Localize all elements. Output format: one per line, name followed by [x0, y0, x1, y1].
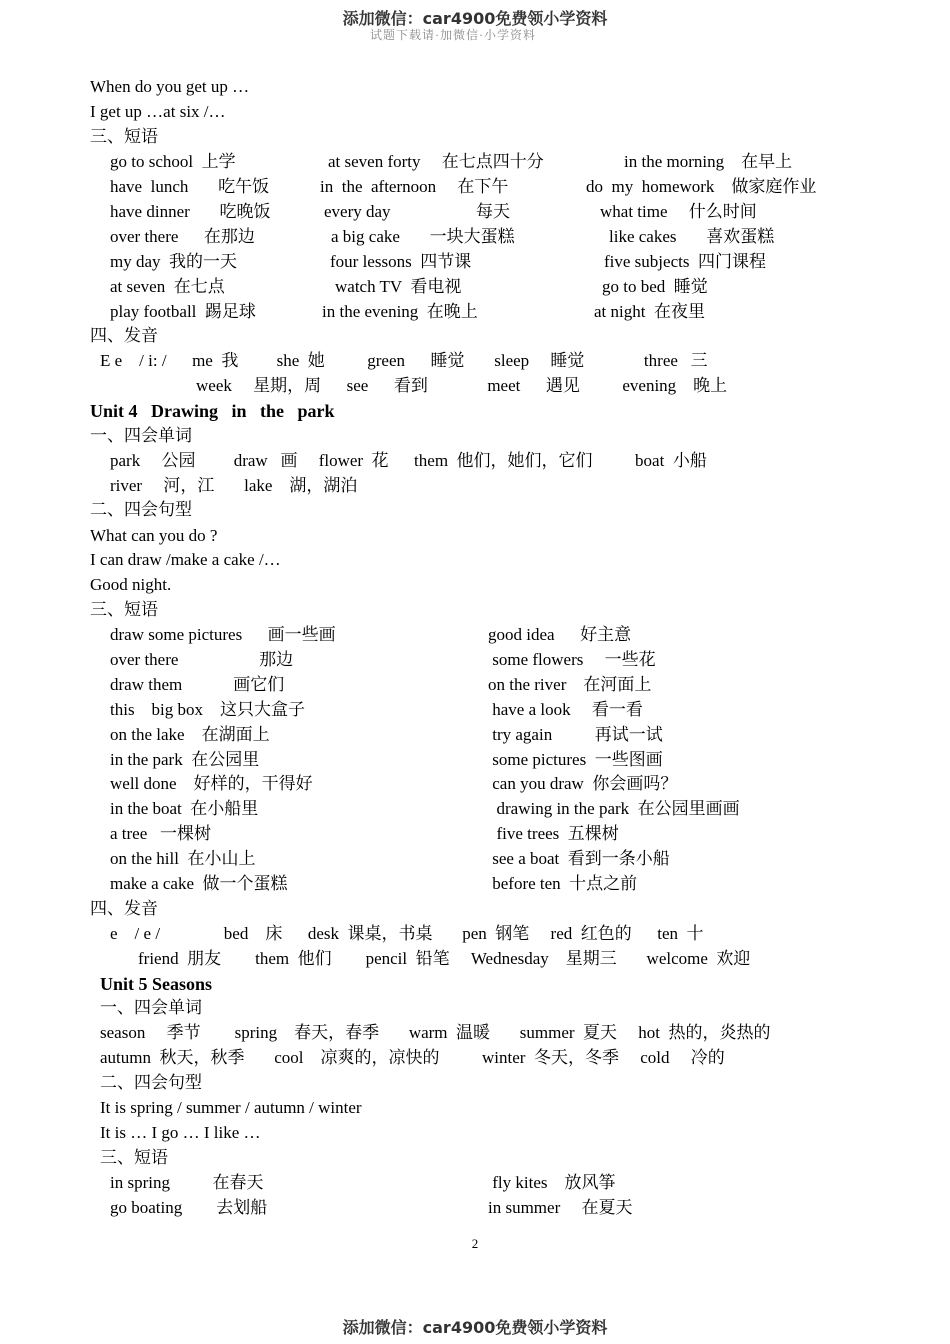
- phrase: this big box 这只大盒子: [110, 700, 306, 719]
- section-heading: 二、四会句型: [90, 500, 192, 519]
- phrase: my day 我的一天: [110, 252, 238, 271]
- phrase: what time 什么时间: [600, 202, 757, 221]
- phrase: fly kites 放风筝: [488, 1173, 616, 1192]
- section-heading: 三、短语: [90, 600, 158, 619]
- phrase: some flowers 一些花: [488, 650, 656, 669]
- word-line: park 公园 draw 画 flower 花 them 他们，她们，它们 boat 小船: [110, 451, 707, 470]
- phrase: on the lake 在湖面上: [110, 725, 270, 744]
- section-heading: 三、短语: [90, 127, 158, 146]
- sentence: When do you get up …: [90, 77, 250, 96]
- phrase: at night 在夜里: [594, 302, 705, 321]
- section-heading: 一、四会单词: [90, 426, 192, 445]
- phrase: have lunch 吃午饭: [110, 177, 270, 196]
- phrase: have dinner 吃晚饭: [110, 202, 271, 221]
- sentence: It is … I go … I like …: [100, 1123, 261, 1142]
- phrase: do my homework 做家庭作业: [586, 177, 817, 196]
- phrase: four lessons 四节课: [330, 252, 472, 271]
- pronunciation-line: E e / i: / me 我 she 她 green 睡觉 sleep 睡觉 three 三: [100, 351, 708, 370]
- phrase: a tree 一棵树: [110, 824, 212, 843]
- phrase: five subjects 四门课程: [604, 252, 766, 271]
- phrase: a big cake 一块大蛋糕: [331, 227, 515, 246]
- phrase: in summer 在夏天: [488, 1198, 633, 1217]
- phrase: draw some pictures 画一些画: [110, 625, 336, 644]
- phrase: at seven 在七点: [110, 277, 225, 296]
- faint-header: 试题下载请·加微信·小学资料: [370, 28, 536, 42]
- section-heading: 二、四会句型: [100, 1073, 202, 1092]
- word-line: river 河，江 lake 湖，湖泊: [110, 476, 358, 495]
- phrase: draw them 画它们: [110, 675, 285, 694]
- phrase: good idea 好主意: [488, 625, 632, 644]
- phrase: watch TV 看电视: [335, 277, 462, 296]
- phrase: in the park 在公园里: [110, 750, 260, 769]
- phrase: some pictures 一些图画: [488, 750, 663, 769]
- pronunciation-line: friend 朋友 them 他们 pencil 铅笔 Wednesday 星期三 welcome 欢迎: [138, 949, 751, 968]
- word-line: autumn 秋天，秋季 cool 凉爽的，凉快的 winter 冬天，冬季 cold 冷的: [100, 1048, 725, 1067]
- phrase: before ten 十点之前: [488, 874, 638, 893]
- section-heading: 三、短语: [100, 1148, 168, 1167]
- phrase: make a cake 做一个蛋糕: [110, 874, 288, 893]
- pronunciation-line: e / e / bed 床 desk 课桌，书桌 pen 钢笔 red 红色的 ten 十: [110, 924, 704, 943]
- phrase: well done 好样的，干得好: [110, 774, 313, 793]
- phrase: in the boat 在小船里: [110, 799, 259, 818]
- phrase: on the river 在河面上: [488, 675, 652, 694]
- bottom-banner: 添加微信：car4900免费领小学资料: [342, 1318, 608, 1337]
- phrase: see a boat 看到一条小船: [488, 849, 670, 868]
- section-heading: 四、发音: [90, 326, 158, 345]
- phrase: in the afternoon 在下午: [320, 177, 509, 196]
- unit-title: Unit 5 Seasons: [100, 974, 213, 994]
- sentence: I get up …at six /…: [90, 102, 226, 121]
- unit-title: Unit 4 Drawing in the park: [90, 401, 335, 421]
- pronunciation-line: week 星期，周 see 看到 meet 遇见 evening 晚上: [196, 376, 728, 395]
- section-heading: 四、发音: [90, 899, 158, 918]
- phrase: try again 再试一试: [488, 725, 663, 744]
- phrase: like cakes 喜欢蛋糕: [609, 227, 775, 246]
- phrase: go to bed 睡觉: [602, 277, 708, 296]
- phrase: in the morning 在早上: [624, 152, 793, 171]
- phrase: have a look 看一看: [488, 700, 643, 719]
- phrase: over there 那边: [110, 650, 294, 669]
- phrase: five trees 五棵树: [488, 824, 619, 843]
- phrase: every day: [324, 202, 391, 221]
- phrase: 每天: [476, 202, 510, 221]
- sentence: What can you do ?: [90, 526, 218, 545]
- phrase: go boating 去划船: [110, 1198, 268, 1217]
- phrase: can you draw 你会画吗？: [488, 774, 678, 793]
- phrase: over there 在那边: [110, 227, 255, 246]
- phrase: play football 踢足球: [110, 302, 256, 321]
- section-heading: 一、四会单词: [100, 998, 202, 1017]
- phrase: in spring 在春天: [110, 1173, 264, 1192]
- sentence: It is spring / summer / autumn / winter: [100, 1098, 362, 1117]
- top-banner: 添加微信：car4900免费领小学资料: [342, 9, 608, 28]
- phrase: drawing in the park 在公园里画画: [488, 799, 740, 818]
- word-line: season 季节 spring 春天，春季 warm 温暖 summer 夏天 hot 热的，炎热的: [100, 1023, 771, 1042]
- page-number: 2: [471, 1236, 479, 1251]
- sentence: I can draw /make a cake /…: [90, 550, 281, 569]
- phrase: on the hill 在小山上: [110, 849, 256, 868]
- sentence: Good night.: [90, 575, 172, 594]
- phrase: in the evening 在晚上: [322, 302, 478, 321]
- phrase: go to school 上学: [110, 152, 236, 171]
- phrase: at seven forty 在七点四十分: [328, 152, 544, 171]
